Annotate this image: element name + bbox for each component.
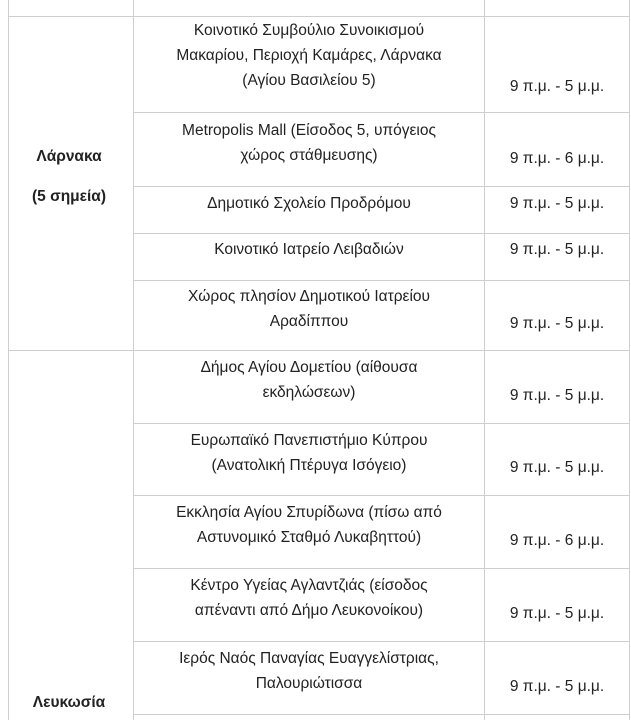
row-hours: 9 π.μ. - 5 μ.μ. — [509, 459, 605, 476]
row-location: Metropolis Mall (Είσοδος 5, υπόγειος χώρος στάθμευσης) — [182, 122, 436, 164]
row-location: Κέντρο Υγείας Αγλαντζιάς (είσοδος απέναντι από Δήμο Λευκονοίκου) — [190, 577, 428, 619]
row-divider — [133, 233, 630, 234]
row-location: Δημοτικό Σχολείο Προδρόμου — [207, 195, 411, 212]
row-divider — [8, 16, 630, 17]
row-hours: 9 π.μ. - 6 μ.μ. — [509, 532, 605, 549]
row-location: Δήμος Αγίου Δομετίου (αίθουσα εκδηλώσεων) — [200, 359, 418, 401]
row-hours: 9 π.μ. - 5 μ.μ. — [509, 678, 605, 695]
row-divider — [133, 423, 630, 424]
row-location: Ευρωπαϊκό Πανεπιστήμιο Κύπρου (Ανατολική Πτέρυγα Ισόγειο) — [190, 432, 428, 474]
row-location: Κοινοτικό Συμβούλιο Συνοικισμού Μακαρίου, Περιοχή Καμάρες, Λάρνακα (Αγίου Βασιλείου 5) — [176, 22, 442, 89]
column-divider-1 — [133, 0, 134, 720]
row-hours: 9 π.μ. - 5 μ.μ. — [509, 315, 605, 332]
region-count-larnaca: (5 σημεία) — [32, 188, 106, 205]
row-divider — [133, 280, 630, 281]
row-hours: 9 π.μ. - 5 μ.μ. — [509, 387, 605, 404]
column-divider-2 — [484, 0, 485, 720]
row-hours: 9 π.μ. - 5 μ.μ. — [509, 241, 605, 258]
row-divider — [133, 186, 630, 187]
row-hours: 9 π.μ. - 6 μ.μ. — [509, 150, 605, 167]
row-location: Κοινοτικό Ιατρείο Λειβαδιών — [214, 241, 404, 258]
region-name-larnaca: Λάρνακα — [36, 148, 102, 165]
row-hours: 9 π.μ. - 5 μ.μ. — [509, 78, 605, 95]
table-border-left — [8, 0, 9, 720]
row-location: Εκκλησία Αγίου Σπυρίδωνα (πίσω από Αστυνομικό Σταθμό Λυκαβηττού) — [176, 504, 442, 546]
row-divider — [133, 112, 630, 113]
row-location: Χώρος πλησίον Δημοτικού Ιατρείου Αραδίππου — [187, 288, 431, 330]
row-divider — [133, 495, 630, 496]
row-divider — [133, 641, 630, 642]
row-hours: 9 π.μ. - 5 μ.μ. — [509, 605, 605, 622]
region-name-nicosia: Λευκωσία — [32, 694, 106, 711]
table-border-right — [629, 0, 630, 720]
row-divider — [133, 568, 630, 569]
row-divider — [8, 350, 630, 351]
row-location: Ιερός Ναός Παναγίας Ευαγγελίστριας, Παλουριώτισσα — [179, 650, 439, 692]
row-divider — [133, 714, 630, 715]
row-hours: 9 π.μ. - 5 μ.μ. — [509, 195, 605, 212]
